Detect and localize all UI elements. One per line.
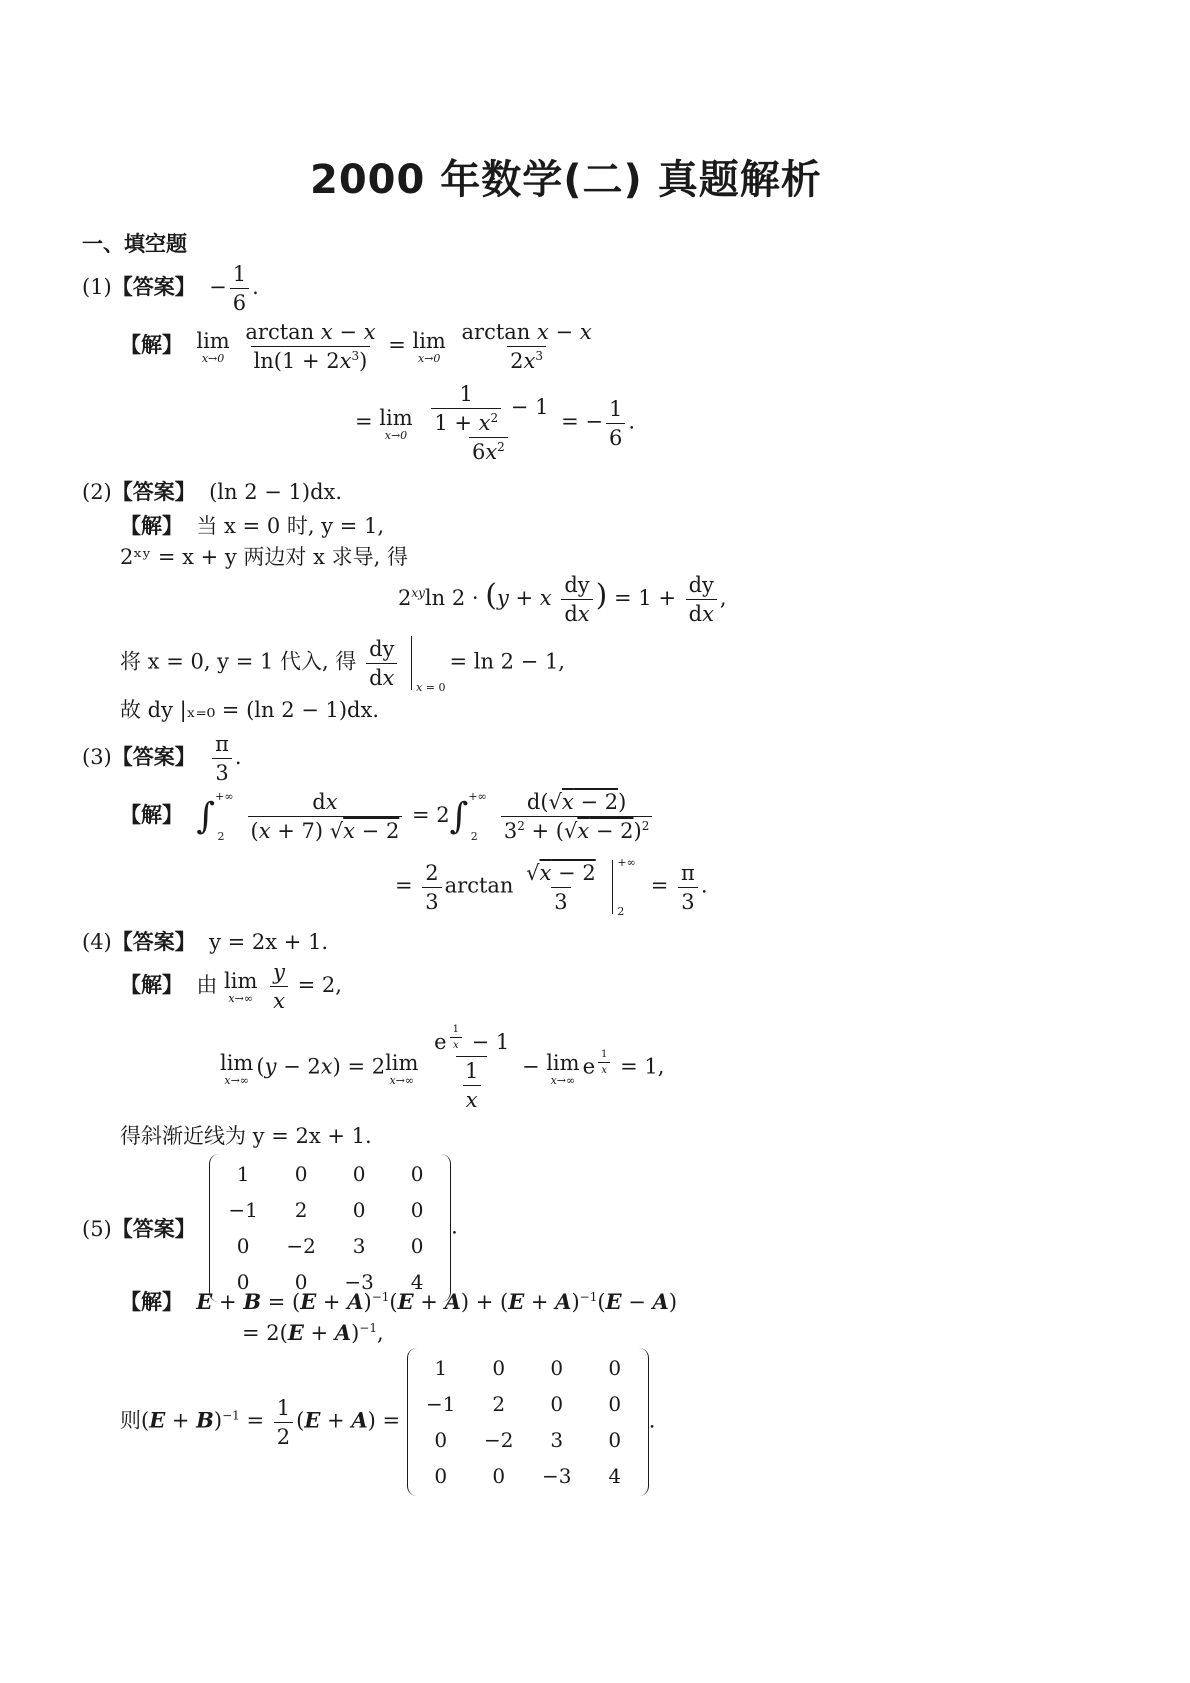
- solution-label: 【解】: [120, 332, 183, 357]
- fraction: $\frac{y}{x}$: [270, 960, 288, 1013]
- question-1-answer-line: (1)【答案】 − $\frac{1}{6}$ .: [82, 262, 259, 315]
- question-3-answer-line: (3)【答案】 $\frac{\pi}{3}$ .: [82, 732, 242, 785]
- fraction: $\frac{1}{6}$: [606, 397, 625, 450]
- answer-text: (ln 2 − 1)dx.: [209, 480, 343, 504]
- answer-fraction: $\frac{\pi}{3}$: [212, 732, 232, 785]
- fraction: $\frac{dy}{dx}$: [686, 573, 717, 626]
- question-3-solution-line-1: 【解】 ∫+∞2 $\frac{dx}{(x + 7) √x - 2}$ = 2∫+∞2 $\frac{d(√x - 2)}{3^2 + (√x - 2)^2}$: [120, 790, 655, 843]
- fraction: $\frac{1}{2}$: [274, 1396, 293, 1449]
- answer-label: 【答案】: [111, 744, 196, 769]
- question-5-solution-line-3: 则$(E + B)^{-1}$ = $\frac{1}{2}$ (E + A) = 1 0 0 0 −1 2 0 0 0 −2 3 0 0 0 −3 4 .: [120, 1348, 655, 1496]
- fraction: $\frac{1}{1 + x^2}$ − 1 $6x^2$: [425, 382, 551, 464]
- question-1-solution-line-2: = lim x→0 $\frac{1}{1 + x^2}$ − 1 $6x^2$ = − $\frac{1}{6}$ .: [355, 382, 636, 464]
- text: 则: [120, 1408, 141, 1433]
- fraction: $\frac{dy}{dx}$: [561, 573, 592, 626]
- question-5-answer-line: (5)【答案】 1 0 0 0 −1 2 0 0 0 −2 3 0 0 0 −3 4 .: [82, 1154, 458, 1302]
- limit: lim x→0: [196, 329, 230, 365]
- limit: lim x→0: [379, 405, 413, 442]
- limit: lim x→∞: [385, 1050, 419, 1087]
- limit: lim x→0: [412, 329, 446, 365]
- fraction: $\frac{d(√x - 2)}{3^2 + (√x - 2)^2}$: [501, 790, 653, 843]
- question-4-solution-line-1: 【解】 由 lim x→∞ $\frac{y}{x}$ = 2,: [120, 960, 342, 1013]
- question-2-solution-line-5: 故 dy |ₓ₌₀ = (ln 2 − 1)dx.: [120, 698, 380, 722]
- answer-label: 【答案】: [111, 1216, 196, 1241]
- question-5-solution-line-1: 【解】 $E + B = (E + A)^{-1}(E + A) + (E + A)^{-1}(E - A)$: [120, 1289, 678, 1314]
- evaluation-bar: +∞ 2: [612, 860, 613, 914]
- question-2-solution-line-4: [120, 636, 565, 694]
- question-number: (5): [82, 1217, 112, 1241]
- question-number: (2): [82, 480, 112, 504]
- answer-label: 【答案】: [111, 274, 196, 299]
- result-matrix: 1 0 0 0 −1 2 0 0 0 −2 3 0 0 0 −3 4: [407, 1348, 649, 1496]
- question-2-answer-line: [82, 476, 342, 506]
- question-number: (1): [82, 275, 112, 299]
- answer-matrix: 1 0 0 0 −1 2 0 0 0 −2 3 0 0 0 −3 4: [209, 1154, 451, 1302]
- text: 将 x = 0, y = 1 代入, 得: [120, 649, 357, 674]
- question-1-solution-line-1: 【解】 lim x→0 $\frac{\text{arctan x − x}}{\ln(1 + 2x^3)}$ = lim x→0 $\frac{\text{arctan x − x}}{2x^3}$: [120, 320, 598, 373]
- question-3-solution-line-2: = $\frac{2}{3}$ arctan $\frac{√x - 2}{3}$ +∞ 2 = $\frac{\pi}{3}$ .: [395, 856, 708, 918]
- question-number: (4): [82, 930, 112, 954]
- solution-label: 【解】: [120, 802, 183, 827]
- question-number: (3): [82, 745, 112, 769]
- text: 由: [196, 973, 218, 997]
- question-2-solution-line-1: [120, 510, 384, 540]
- question-5-solution-line-2: = $2(E + A)^{-1}$,: [242, 1320, 384, 1345]
- fraction: $\frac{2}{3}$: [422, 861, 441, 914]
- section-heading: 一、填空题: [82, 232, 187, 256]
- fraction: $\frac{√x - 2}{3}$: [526, 860, 596, 914]
- evaluation-bar: x = 0: [411, 636, 412, 690]
- fraction: $\frac{\text{arctan x − x}}{\ln(1 + 2x^3)}$: [245, 320, 376, 373]
- question-4-solution-line-2: lim x→∞ (y − 2x) = 2 lim x→∞ e $^{\frac{1}{x}}$ − 1 $\frac{1}{x}$ − lim x→∞ e $^{\frac{1}{x}}$ = 1,: [220, 1024, 665, 1112]
- solution-label: 【解】: [120, 1289, 183, 1314]
- fraction: $\frac{dx}{(x + 7) √x - 2}$: [248, 790, 403, 843]
- question-4-conclusion: 得斜渐近线为 y = 2x + 1.: [120, 1124, 372, 1148]
- answer-text: y = 2x + 1.: [209, 930, 329, 954]
- fraction: $\frac{\pi}{3}$: [678, 861, 698, 914]
- limit: lim x→∞: [224, 969, 258, 1005]
- question-4-answer-line: [82, 926, 328, 956]
- text: 当 x = 0 时, y = 1,: [196, 514, 385, 538]
- fraction: $\frac{dy}{dx}$: [366, 637, 397, 690]
- question-2-solution-line-3: $2^{xy}\ln$ 2 · (y + x $\frac{dy}{dx}$ ) = 1 + $\frac{dy}{dx}$ ,: [398, 573, 727, 626]
- fraction: $\frac{\text{arctan x − x}}{2x^3}$: [461, 320, 592, 373]
- limit: lim x→∞: [220, 1050, 254, 1087]
- answer-label: 【答案】: [111, 479, 196, 504]
- fraction: e $^{\frac{1}{x}}$ − 1 $\frac{1}{x}$: [434, 1024, 510, 1112]
- text: = ln 2 − 1,: [449, 649, 565, 674]
- limit: lim x→∞: [546, 1050, 580, 1087]
- page-title: 2000 年数学(二) 真题解析: [310, 157, 822, 203]
- answer-label: 【答案】: [111, 929, 196, 954]
- solution-label: 【解】: [120, 513, 183, 538]
- answer-fraction: $\frac{1}{6}$: [230, 262, 249, 315]
- solution-label: 【解】: [120, 972, 183, 997]
- question-2-solution-line-2: 2ˣʸ = x + y 两边对 x 求导, 得: [120, 545, 408, 569]
